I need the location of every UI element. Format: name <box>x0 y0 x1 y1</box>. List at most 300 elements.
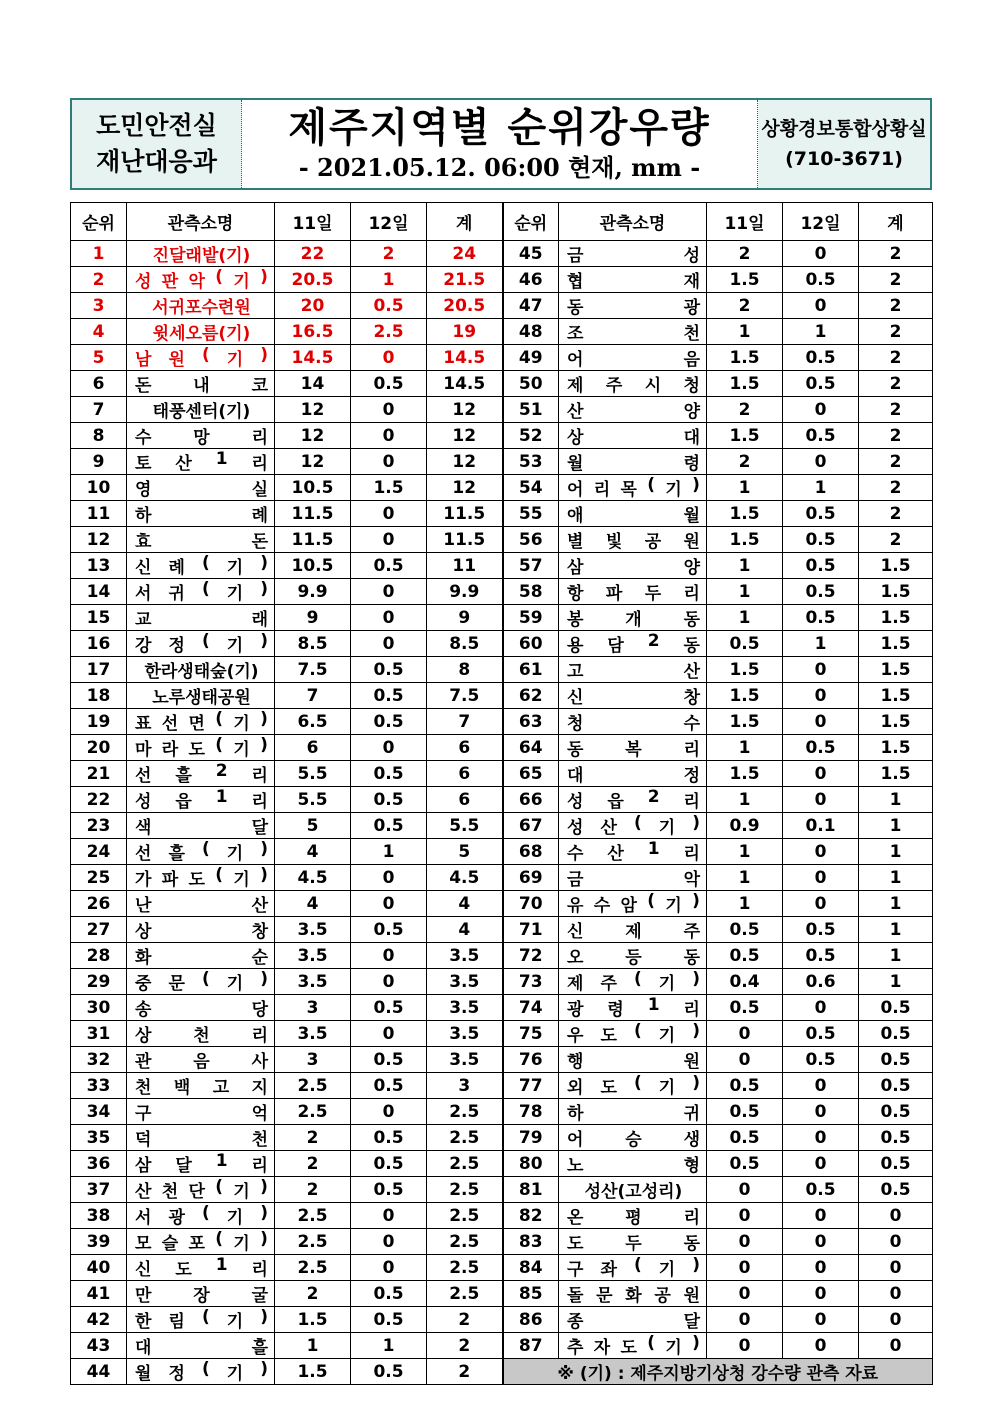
day12-cell: 1 <box>351 1333 427 1359</box>
rank-cell: 60 <box>503 631 559 657</box>
rank-cell: 83 <box>503 1229 559 1255</box>
station-name-cell <box>559 683 707 709</box>
rank-cell: 11 <box>71 501 127 527</box>
table-row <box>71 1021 933 1047</box>
rank-cell: 58 <box>503 579 559 605</box>
station-name: 제 주 시 청 <box>567 376 700 396</box>
day11-cell: 1.5 <box>707 657 783 683</box>
day12-cell: 0.6 <box>783 969 859 995</box>
day12-cell: 0.5 <box>351 813 427 839</box>
station-name-cell <box>559 267 707 293</box>
rank-cell: 78 <box>503 1099 559 1125</box>
station-name: 추 자 도 ( 기 ) <box>567 1333 700 1358</box>
rank-cell: 81 <box>503 1177 559 1203</box>
total-cell: 2 <box>859 527 933 553</box>
station-name-cell <box>559 787 707 813</box>
station-name: 태풍센터(기) <box>152 402 251 422</box>
station-name: 제 주 ( 기 ) <box>567 969 700 994</box>
day11-cell: 0 <box>707 1307 783 1333</box>
day12-cell: 0.5 <box>783 423 859 449</box>
station-name: 송 당 <box>135 1000 268 1020</box>
day11-cell: 0.5 <box>707 943 783 969</box>
total-cell: 1.5 <box>859 553 933 579</box>
rank-cell: 34 <box>71 1099 127 1125</box>
day12-cell: 0 <box>783 1151 859 1177</box>
station-name: 도 두 동 <box>567 1234 700 1254</box>
day12-cell: 0.5 <box>351 553 427 579</box>
day11-cell: 2 <box>707 397 783 423</box>
station-name-cell <box>127 319 275 345</box>
day12-cell: 0.5 <box>783 371 859 397</box>
station-name-cell <box>559 735 707 761</box>
day11-cell: 20.5 <box>275 267 351 293</box>
day12-cell: 0.5 <box>783 735 859 761</box>
table-row <box>71 553 933 579</box>
rank-cell: 72 <box>503 943 559 969</box>
day12-cell: 0.5 <box>783 553 859 579</box>
station-name: 천 백 고 지 <box>135 1078 268 1098</box>
day12-cell: 0 <box>783 1255 859 1281</box>
day12-cell: 0 <box>351 1255 427 1281</box>
total-cell: 1 <box>859 813 933 839</box>
station-name: 금 성 <box>567 246 700 266</box>
day12-cell: 0 <box>783 1099 859 1125</box>
day12-cell: 0 <box>783 761 859 787</box>
station-name-cell <box>559 1203 707 1229</box>
day11-cell: 1.5 <box>707 683 783 709</box>
total-cell: 2.5 <box>427 1177 503 1203</box>
station-name-cell <box>127 631 275 657</box>
table-row <box>71 917 933 943</box>
total-cell: 2 <box>427 1359 503 1385</box>
day11-cell: 12 <box>275 397 351 423</box>
station-name-cell <box>127 501 275 527</box>
rank-cell: 18 <box>71 683 127 709</box>
day11-cell: 1 <box>707 553 783 579</box>
table-row <box>71 943 933 969</box>
day12-cell: 0 <box>351 501 427 527</box>
day11-cell: 2.5 <box>275 1255 351 1281</box>
station-name: 산 양 <box>567 402 700 422</box>
day11-cell: 1.5 <box>707 345 783 371</box>
day12-cell: 0.5 <box>783 527 859 553</box>
station-name: 상 창 <box>135 922 268 942</box>
table-row <box>71 891 933 917</box>
day11-cell: 2 <box>275 1125 351 1151</box>
station-name: 토 산 1 리 <box>135 449 268 474</box>
table-row <box>71 657 933 683</box>
station-name-cell <box>127 1203 275 1229</box>
station-name: 별 빛 공 원 <box>567 532 700 552</box>
day11-cell: 1 <box>707 865 783 891</box>
station-name-cell <box>127 579 275 605</box>
total-cell: 2 <box>859 241 933 267</box>
day12-cell: 0 <box>351 1099 427 1125</box>
rank-cell: 73 <box>503 969 559 995</box>
day11-cell: 1.5 <box>707 501 783 527</box>
rank-cell: 70 <box>503 891 559 917</box>
day12-cell: 0.5 <box>351 1281 427 1307</box>
station-name: 산 천 단 ( 기 ) <box>135 1177 268 1202</box>
table-row <box>71 1203 933 1229</box>
station-name-cell <box>127 397 275 423</box>
station-name-cell <box>559 709 707 735</box>
rank-cell: 17 <box>71 657 127 683</box>
station-name: 덕 천 <box>135 1130 268 1150</box>
station-name: 노루생태공원 <box>152 688 251 708</box>
day11-cell: 6.5 <box>275 709 351 735</box>
total-cell: 2.5 <box>427 1255 503 1281</box>
day11-cell: 3.5 <box>275 969 351 995</box>
station-name-cell <box>559 1255 707 1281</box>
table-row <box>71 1229 933 1255</box>
station-name: 대 흘 <box>135 1338 268 1358</box>
day11-cell: 3.5 <box>275 1021 351 1047</box>
station-name: 종 달 <box>567 1312 700 1332</box>
rank-cell: 3 <box>71 293 127 319</box>
station-name: 신 례 ( 기 ) <box>135 553 268 578</box>
station-name: 서 광 ( 기 ) <box>135 1203 268 1228</box>
station-name: 금 악 <box>567 870 700 890</box>
total-cell: 0.5 <box>859 1073 933 1099</box>
total-cell: 1 <box>859 839 933 865</box>
rank-cell: 10 <box>71 475 127 501</box>
total-cell: 2.5 <box>427 1099 503 1125</box>
rank-cell: 33 <box>71 1073 127 1099</box>
station-name: 영 실 <box>135 480 268 500</box>
table-row <box>71 371 933 397</box>
day11-cell: 1 <box>707 579 783 605</box>
station-name-cell <box>127 969 275 995</box>
station-name: 수 망 리 <box>135 428 268 448</box>
day11-cell: 4.5 <box>275 865 351 891</box>
day11-cell: 1 <box>707 735 783 761</box>
station-name: 상 대 <box>567 428 700 448</box>
station-name: 만 장 굴 <box>135 1286 268 1306</box>
day11-cell: 1 <box>707 891 783 917</box>
station-name-cell <box>127 683 275 709</box>
day11-cell: 2.5 <box>275 1229 351 1255</box>
station-name: 교 래 <box>135 610 268 630</box>
rank-cell: 61 <box>503 657 559 683</box>
station-name-cell <box>127 1255 275 1281</box>
station-name: 우 도 ( 기 ) <box>567 1021 700 1046</box>
table-row <box>71 345 933 371</box>
rank-cell: 38 <box>71 1203 127 1229</box>
rank-cell: 47 <box>503 293 559 319</box>
total-cell: 6 <box>427 735 503 761</box>
rank-cell: 30 <box>71 995 127 1021</box>
station-name: 성 읍 1 리 <box>135 787 268 812</box>
day11-cell: 0.5 <box>707 1099 783 1125</box>
rank-cell: 29 <box>71 969 127 995</box>
day11-cell: 1 <box>707 605 783 631</box>
station-name-cell <box>127 917 275 943</box>
table-row <box>71 865 933 891</box>
rank-cell: 77 <box>503 1073 559 1099</box>
total-cell: 3.5 <box>427 1047 503 1073</box>
total-cell: 4 <box>427 891 503 917</box>
rank-cell: 28 <box>71 943 127 969</box>
rank-cell: 40 <box>71 1255 127 1281</box>
station-name: 남 원 ( 기 ) <box>135 345 268 370</box>
title-box <box>242 100 758 188</box>
rank-cell: 15 <box>71 605 127 631</box>
table-row <box>71 995 933 1021</box>
rank-cell: 67 <box>503 813 559 839</box>
station-name-cell <box>559 449 707 475</box>
col-day12-header: 12일 <box>783 203 859 241</box>
station-name-cell <box>559 397 707 423</box>
day12-cell: 0 <box>351 631 427 657</box>
day12-cell: 0.5 <box>783 267 859 293</box>
station-name: 용 담 2 동 <box>567 631 700 656</box>
page-subtitle: - 2021.05.12. 06:00 현재, mm - <box>298 153 701 182</box>
day11-cell: 2 <box>275 1151 351 1177</box>
table-row <box>71 319 933 345</box>
rank-cell: 43 <box>71 1333 127 1359</box>
day11-cell: 7.5 <box>275 657 351 683</box>
day11-cell: 0.5 <box>707 1125 783 1151</box>
day11-cell: 0.5 <box>707 631 783 657</box>
table-row <box>71 969 933 995</box>
station-name-cell <box>127 293 275 319</box>
table-header-row <box>71 203 933 241</box>
station-name: 상 천 리 <box>135 1026 268 1046</box>
total-cell: 1 <box>859 943 933 969</box>
day11-cell: 1.5 <box>275 1359 351 1385</box>
day11-cell: 10.5 <box>275 475 351 501</box>
total-cell: 11.5 <box>427 527 503 553</box>
total-cell: 5 <box>427 839 503 865</box>
rank-cell: 59 <box>503 605 559 631</box>
day11-cell: 2 <box>275 1281 351 1307</box>
station-name-cell <box>127 735 275 761</box>
total-cell: 12 <box>427 423 503 449</box>
station-name: 월 령 <box>567 454 700 474</box>
station-name-cell <box>127 709 275 735</box>
rank-cell: 66 <box>503 787 559 813</box>
rank-cell: 86 <box>503 1307 559 1333</box>
total-cell: 1.5 <box>859 605 933 631</box>
day11-cell: 12 <box>275 423 351 449</box>
station-name: 난 산 <box>135 896 268 916</box>
day12-cell: 2.5 <box>351 319 427 345</box>
total-cell: 2 <box>859 293 933 319</box>
total-cell: 1 <box>859 917 933 943</box>
day11-cell: 0.4 <box>707 969 783 995</box>
day12-cell: 0 <box>783 1229 859 1255</box>
day11-cell: 1 <box>275 1333 351 1359</box>
col-day12-header: 12일 <box>351 203 427 241</box>
station-name-cell <box>127 241 275 267</box>
station-name-cell <box>559 969 707 995</box>
total-cell: 11 <box>427 553 503 579</box>
station-name: 월 정 ( 기 ) <box>135 1359 268 1384</box>
day12-cell: 0 <box>783 891 859 917</box>
total-cell: 14.5 <box>427 345 503 371</box>
total-cell: 6 <box>427 787 503 813</box>
total-cell: 2 <box>859 501 933 527</box>
rank-cell: 8 <box>71 423 127 449</box>
station-name-cell <box>559 345 707 371</box>
rank-cell: 25 <box>71 865 127 891</box>
total-cell: 2.5 <box>427 1229 503 1255</box>
rank-cell: 57 <box>503 553 559 579</box>
rank-cell: 53 <box>503 449 559 475</box>
total-cell: 12 <box>427 475 503 501</box>
day12-cell: 0 <box>351 449 427 475</box>
total-cell: 2.5 <box>427 1151 503 1177</box>
day11-cell: 0 <box>707 1281 783 1307</box>
station-name-cell <box>127 267 275 293</box>
day11-cell: 4 <box>275 839 351 865</box>
station-name: 관 음 사 <box>135 1052 268 1072</box>
station-name: 어 음 <box>567 350 700 370</box>
total-cell: 1 <box>859 969 933 995</box>
station-name: 서귀포수련원 <box>152 298 251 318</box>
station-name: 어 리 목 ( 기 ) <box>567 475 700 500</box>
station-name-cell <box>127 605 275 631</box>
day12-cell: 0 <box>783 1073 859 1099</box>
station-name-cell <box>127 995 275 1021</box>
day11-cell: 2.5 <box>275 1099 351 1125</box>
rank-cell: 52 <box>503 423 559 449</box>
total-cell: 14.5 <box>427 371 503 397</box>
rank-cell: 44 <box>71 1359 127 1385</box>
station-name-cell <box>559 1073 707 1099</box>
day11-cell: 1.5 <box>707 423 783 449</box>
day11-cell: 0 <box>707 1203 783 1229</box>
day12-cell: 0.1 <box>783 813 859 839</box>
station-name-cell <box>127 423 275 449</box>
day11-cell: 0 <box>707 1177 783 1203</box>
total-cell: 2 <box>859 475 933 501</box>
rank-cell: 9 <box>71 449 127 475</box>
total-cell: 3.5 <box>427 995 503 1021</box>
day12-cell: 0.5 <box>351 293 427 319</box>
total-cell: 2 <box>859 371 933 397</box>
day11-cell: 1.5 <box>275 1307 351 1333</box>
total-cell: 7 <box>427 709 503 735</box>
rank-cell: 12 <box>71 527 127 553</box>
rank-cell: 35 <box>71 1125 127 1151</box>
rank-cell: 74 <box>503 995 559 1021</box>
day12-cell: 0 <box>783 683 859 709</box>
day11-cell: 0 <box>707 1047 783 1073</box>
total-cell: 3.5 <box>427 969 503 995</box>
day11-cell: 2.5 <box>275 1073 351 1099</box>
station-name-cell <box>559 605 707 631</box>
station-name-cell <box>559 553 707 579</box>
total-cell: 8 <box>427 657 503 683</box>
rank-cell: 65 <box>503 761 559 787</box>
total-cell: 0.5 <box>859 1177 933 1203</box>
table-body <box>71 241 933 1385</box>
day11-cell: 3 <box>275 995 351 1021</box>
rank-cell: 14 <box>71 579 127 605</box>
day11-cell: 1.5 <box>707 267 783 293</box>
station-name-cell <box>559 1021 707 1047</box>
total-cell: 0.5 <box>859 995 933 1021</box>
day11-cell: 12 <box>275 449 351 475</box>
day11-cell: 9.9 <box>275 579 351 605</box>
table-row <box>71 475 933 501</box>
day11-cell: 10.5 <box>275 553 351 579</box>
table-row <box>71 293 933 319</box>
day11-cell: 4 <box>275 891 351 917</box>
rank-cell: 19 <box>71 709 127 735</box>
station-name: 광 령 1 리 <box>567 995 700 1020</box>
station-name-cell <box>559 475 707 501</box>
day11-cell: 1.5 <box>707 527 783 553</box>
rank-cell: 23 <box>71 813 127 839</box>
station-name-cell <box>127 1125 275 1151</box>
source-note: ※ (기) : 제주지방기상청 강수량 관측 자료 <box>503 1359 933 1385</box>
station-name-cell <box>127 1359 275 1385</box>
rank-cell: 80 <box>503 1151 559 1177</box>
total-cell: 0.5 <box>859 1021 933 1047</box>
day12-cell: 0.5 <box>351 709 427 735</box>
day12-cell: 0 <box>351 865 427 891</box>
station-name: 서 귀 ( 기 ) <box>135 579 268 604</box>
total-cell: 9.9 <box>427 579 503 605</box>
station-name: 하 귀 <box>567 1104 700 1124</box>
table-row <box>71 683 933 709</box>
station-name-cell <box>559 1099 707 1125</box>
station-name: 항 파 두 리 <box>567 584 700 604</box>
table-row <box>71 527 933 553</box>
station-name-cell <box>559 527 707 553</box>
total-cell: 0 <box>859 1281 933 1307</box>
day12-cell: 0.5 <box>783 579 859 605</box>
day11-cell: 0.5 <box>707 1073 783 1099</box>
station-name-cell <box>127 839 275 865</box>
station-name: 모 슬 포 ( 기 ) <box>135 1229 268 1254</box>
total-cell: 0 <box>859 1229 933 1255</box>
total-cell: 2.5 <box>427 1125 503 1151</box>
station-name-cell <box>559 293 707 319</box>
day11-cell: 3.5 <box>275 943 351 969</box>
rank-cell: 75 <box>503 1021 559 1047</box>
office-name: 상황경보통합상황실 <box>761 118 927 140</box>
station-name: 고 산 <box>567 662 700 682</box>
department-box <box>72 100 242 188</box>
rank-cell: 41 <box>71 1281 127 1307</box>
rank-cell: 76 <box>503 1047 559 1073</box>
rank-cell: 51 <box>503 397 559 423</box>
station-name-cell <box>559 917 707 943</box>
station-name-cell <box>559 1229 707 1255</box>
day12-cell: 2 <box>351 241 427 267</box>
rank-cell: 55 <box>503 501 559 527</box>
total-cell: 4.5 <box>427 865 503 891</box>
table-row <box>71 839 933 865</box>
day12-cell: 0 <box>351 397 427 423</box>
total-cell: 1 <box>859 891 933 917</box>
station-name-cell <box>559 241 707 267</box>
station-name-cell <box>559 943 707 969</box>
station-name-cell <box>127 1073 275 1099</box>
total-cell: 1.5 <box>859 761 933 787</box>
rank-cell: 56 <box>503 527 559 553</box>
col-rank-header: 순위 <box>71 203 127 241</box>
day11-cell: 1 <box>707 475 783 501</box>
day12-cell: 0 <box>783 241 859 267</box>
day12-cell: 1 <box>351 267 427 293</box>
total-cell: 2 <box>859 423 933 449</box>
day12-cell: 0 <box>351 579 427 605</box>
